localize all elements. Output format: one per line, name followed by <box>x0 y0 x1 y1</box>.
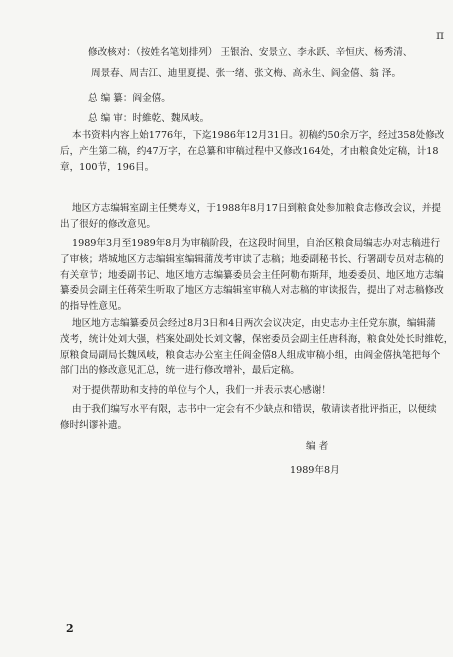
paragraph-line: 有关章节；地委副书记、地区地方志编纂委员会主任阿勒布斯拜，地委委员、地区地方志编 <box>60 269 444 281</box>
paragraph-line: 茂考，统计处刘大强，档案处副处长刘文馨，保密委员会副主任唐科海，粮食处处长时維乾， <box>60 333 453 345</box>
paragraph-line: 1989年3月至1989年8月为审稿阶段，在这段时间里，自治区粮食局编志办对志稿进行 <box>72 238 441 249</box>
paragraph-review <box>60 236 444 315</box>
paragraph-line: 由于我们编写水平有限，志书中一定会有不少缺点和错误，敬请读者批评指正，以便续 <box>72 404 437 415</box>
paragraph-meeting <box>60 201 441 233</box>
paragraph-committee <box>60 316 453 379</box>
paragraph-line: 的指导性意见。 <box>60 301 128 313</box>
page-number: 2 <box>66 622 74 635</box>
paragraph-line: 了审核；塔城地区方志编辑室编辑蒲茂考审读了志稿；地委副秘书长、行署副专员对志稿的 <box>60 253 444 265</box>
paragraph-line: 部门出的修改意见汇总，统一进行修改增补，最后定稿。 <box>60 365 300 377</box>
chief-editor-line: 总 编 纂：阎金僖。 <box>88 93 171 104</box>
edge-mark: π <box>436 28 444 42</box>
paragraph-line: 地区地方志编纂委员会经过8月3日和4日两次会议决定，由史志办主任党东旗，编辑蒲 <box>72 318 436 329</box>
paragraph-line: 原粮食局副局长魏凤岐，粮食志办公室主任阎金僖8人组成审稿小组，由阎金僖执笔把每个 <box>60 349 441 361</box>
paragraph-line: 纂委员会副主任蒋荣生听取了地区方志编辑室审稿人对志稿的审读报告，提出了对志稿修改 <box>60 285 444 297</box>
paragraph-line: 修时纠谬补遗。 <box>60 419 128 431</box>
proofreaders-line-2: 周景春、周吉江、迪里夏提、张一绪、张文梅、高永生、阎金僖、翁 泽。 <box>91 68 402 79</box>
paragraph-line: 后，产生第二稿，约47万字，在总纂和审稿过程中又修改164处，才由粮食处定稿，计18 <box>60 145 439 157</box>
paragraph-line: 对于提供帮助和支持的单位与个人，我们一并表示衷心感谢！ <box>72 385 332 396</box>
signature-date: 1989年8月 <box>290 465 340 476</box>
paragraph-line: 地区方志编辑室副主任樊寿义，于1988年8月17日到粮食处参加粮食志修改会议，并提 <box>72 203 441 214</box>
chief-reviewer-line: 总 编 审：时維乾、魏凤岐。 <box>88 113 210 124</box>
paragraph-line: 本书资料内容上始1776年，下迄1986年12月31日。初稿约50余万字，经过358处修改 <box>72 130 445 141</box>
paragraph-line: 出了很好的修改意见。 <box>60 218 156 230</box>
proofreaders-line-1: 修改核对：（按姓名笔划排列） 王银治、安景立、李永跃、辛恒庆、杨秀清、 <box>88 47 413 58</box>
signature-author: 编 者 <box>306 441 329 452</box>
paragraph-scope <box>60 128 445 175</box>
paragraph-line: 章，100节，196目。 <box>60 161 155 173</box>
paragraph-thanks <box>60 383 402 399</box>
paragraph-apology <box>60 402 437 434</box>
